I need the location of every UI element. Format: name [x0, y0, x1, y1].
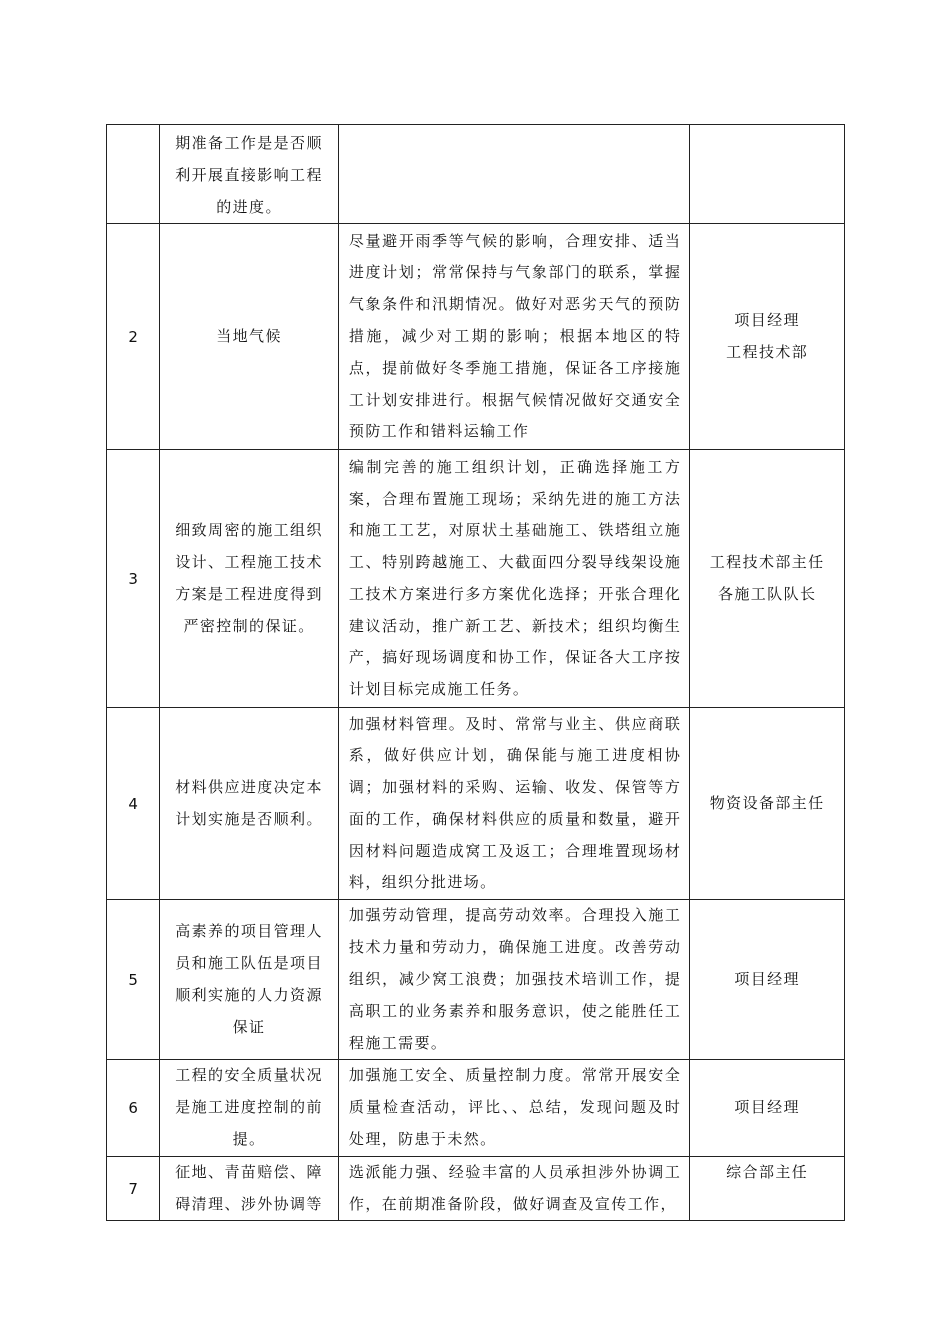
table-row — [107, 1060, 845, 1156]
table-row — [107, 900, 845, 1060]
measure-cell: 加强材料管理。及时、常常与业主、供应商联系，做好供应计划，确保能与施工进度相协调；加强材料的采购、运输、收发、保管等方面的工作，确保材料供应的质量和数量，避开因材料问题造成窝工及返工；合理堆置现场材料，组织分批进场。 — [338, 708, 689, 900]
cause-cell: 当地气候 — [160, 224, 339, 450]
row-number-cell — [107, 125, 160, 224]
measure-cell: 选派能力强、经验丰富的人员承担涉外协调工作，在前期准备阶段，做好调查及宣传工作， — [338, 1156, 689, 1221]
table-row — [107, 125, 845, 224]
responsible-person-cell — [690, 125, 845, 224]
measure-cell: 尽量避开雨季等气候的影响，合理安排、适当进度计划；常常保持与气象部门的联系，掌握气象条件和汛期情况。做好对恶劣天气的预防措施，减少对工期的影响；根据本地区的特点，提前做好冬季施工措施，保证各工序接施工计划安排进行。根据气候情况做好交通安全预防工作和错料运输工作 — [338, 224, 689, 450]
table-row — [107, 450, 845, 708]
row-number-cell: 6 — [107, 1060, 160, 1156]
responsible-person-cell: 项目经理 — [690, 1060, 845, 1156]
responsible-person-cell: 工程技术部主任 各施工队队长 — [690, 450, 845, 708]
table-row — [107, 1156, 845, 1221]
row-number-cell: 2 — [107, 224, 160, 450]
responsible-person-cell: 综合部主任 — [690, 1156, 845, 1221]
responsible-person-cell: 物资设备部主任 — [690, 708, 845, 900]
measure-cell: 加强施工安全、质量控制力度。常常开展安全质量检查活动，评比、、总结，发现问题及时处理，防患于未然。 — [338, 1060, 689, 1156]
measure-cell — [338, 125, 689, 224]
responsible-person-cell: 项目经理 — [690, 900, 845, 1060]
cause-cell: 征地、青苗赔偿、障碍清理、涉外协调等 — [160, 1156, 339, 1221]
table-row — [107, 224, 845, 450]
cause-cell: 工程的安全质量状况是施工进度控制的前提。 — [160, 1060, 339, 1156]
table-row — [107, 708, 845, 900]
responsible-person-cell: 项目经理 工程技术部 — [690, 224, 845, 450]
row-number-cell: 4 — [107, 708, 160, 900]
row-number-cell: 7 — [107, 1156, 160, 1221]
cause-cell: 材料供应进度决定本计划实施是否顺利。 — [160, 708, 339, 900]
measure-cell: 加强劳动管理，提高劳动效率。合理投入施工技术力量和劳动力，确保施工进度。改善劳动组织，减少窝工浪费；加强技术培训工作，提高职工的业务素养和服务意识，使之能胜任工程施工需要。 — [338, 900, 689, 1060]
progress-control-table — [106, 124, 845, 1221]
row-number-cell: 3 — [107, 450, 160, 708]
row-number-cell: 5 — [107, 900, 160, 1060]
cause-cell: 细致周密的施工组织设计、工程施工技术方案是工程进度得到严密控制的保证。 — [160, 450, 339, 708]
measure-cell: 编制完善的施工组织计划，正确选择施工方案，合理布置施工现场；采纳先进的施工方法和施工工艺，对原状土基础施工、铁塔组立施工、特别跨越施工、大截面四分裂导线架设施工技术方案进行多方案优化选择；开张合理化建议活动，推广新工艺、新技术；组织均衡生产，搞好现场调度和协工作，保证各大工序按计划目标完成施工任务。 — [338, 450, 689, 708]
cause-cell: 高素养的项目管理人员和施工队伍是项目顺利实施的人力资源保证 — [160, 900, 339, 1060]
cause-cell: 期准备工作是是否顺利开展直接影响工程的进度。 — [160, 125, 339, 224]
